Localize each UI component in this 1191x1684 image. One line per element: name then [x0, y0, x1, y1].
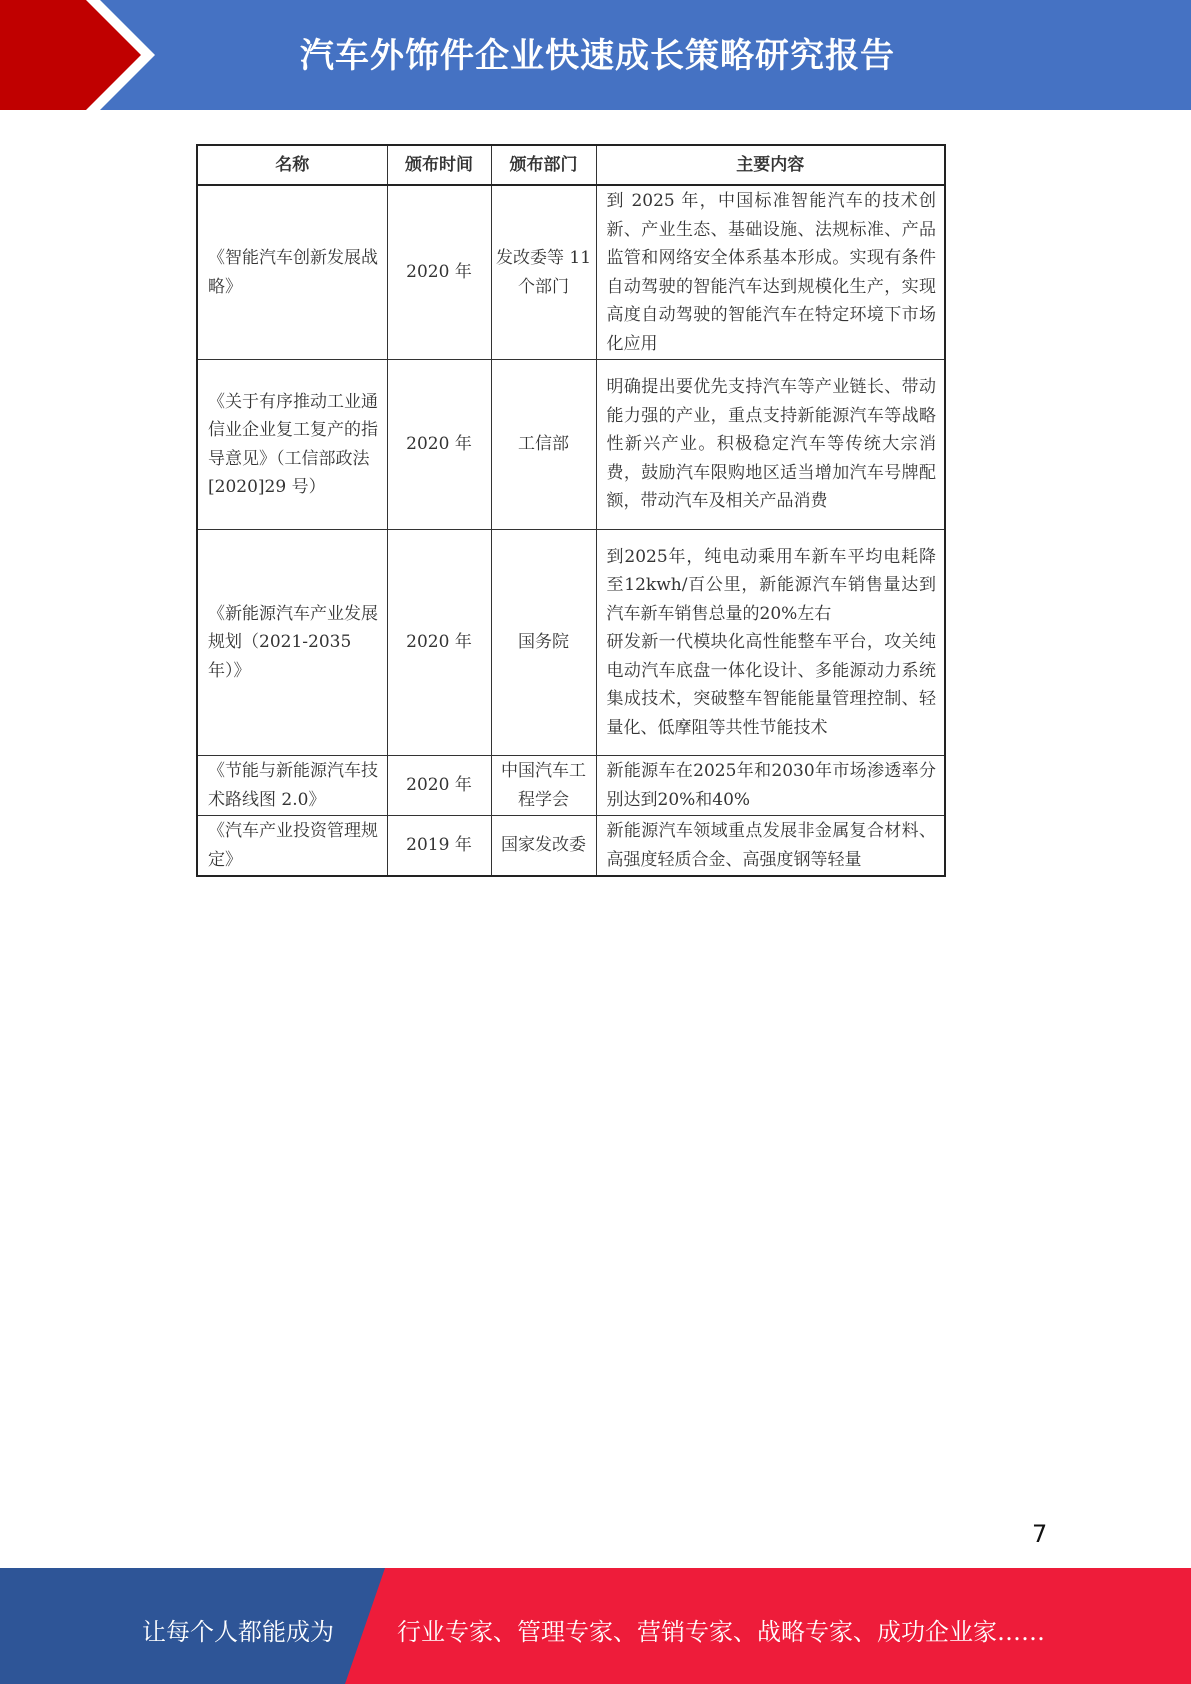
policy-name: 《新能源汽车产业发展规划（2021-2035 年）》: [197, 530, 387, 756]
column-header-time: 颁布时间: [387, 145, 491, 185]
column-header-dept: 颁布部门: [491, 145, 596, 185]
policy-content: 明确提出要优先支持汽车等产业链长、带动能力强的产业，重点支持新能源汽车等战略性新兴产业。积极稳定汽车等传统大宗消费，鼓励汽车限购地区适当增加汽车号牌配额，带动汽车及相关产品消费: [596, 360, 945, 530]
policy-table: [196, 144, 946, 877]
policy-content: [596, 530, 945, 756]
chevron-arrow-icon: [0, 0, 160, 110]
policy-name: 《关于有序推动工业通信业企业复工复产的指导意见》（工信部政法[2020]29 号）: [197, 360, 387, 530]
policy-time: 2020 年: [387, 530, 491, 756]
policy-dept: 国务院: [491, 530, 596, 756]
policy-dept: 工信部: [491, 360, 596, 530]
policy-content: 新能源车在2025年和2030年市场渗透率分别达到20%和40%: [596, 756, 945, 816]
table-row: [197, 530, 945, 756]
policy-dept: 国家发改委: [491, 816, 596, 877]
table-row: [197, 360, 945, 530]
policy-name: 《节能与新能源汽车技术路线图 2.0》: [197, 756, 387, 816]
policy-time: 2020 年: [387, 360, 491, 530]
policy-content-part-2: 研发新一代模块化高性能整车平台，攻关纯电动汽车底盘一体化设计、多能源动力系统集成技术，突破整车智能能量管理控制、轻量化、低摩阻等共性节能技术: [606, 632, 936, 738]
report-footer: [0, 1568, 1191, 1684]
policy-time: 2019 年: [387, 816, 491, 877]
policy-dept: 发改委等 11 个部门: [491, 185, 596, 360]
policy-time: 2020 年: [387, 185, 491, 360]
column-header-name: 名称: [197, 145, 387, 185]
footer-slogan-left: 让每个人都能成为: [142, 1618, 334, 1646]
page-number: 7: [1032, 1520, 1048, 1548]
report-title: 汽车外饰件企业快速成长策略研究报告: [300, 36, 895, 76]
table-row: [197, 185, 945, 360]
table-row: [197, 756, 945, 816]
policy-name: 《智能汽车创新发展战略》: [197, 185, 387, 360]
policy-content: 到 2025 年，中国标准智能汽车的技术创新、产业生态、基础设施、法规标准、产品监管和网络安全体系基本形成。实现有条件自动驾驶的智能汽车达到规模化生产，实现高度自动驾驶的智能汽车在特定环境下市场化应用: [596, 185, 945, 360]
table-header-row: [197, 145, 945, 185]
policy-name: 《汽车产业投资管理规定》: [197, 816, 387, 877]
policy-content: 新能源汽车领域重点发展非金属复合材料、高强度轻质合金、高强度钢等轻量: [596, 816, 945, 877]
policy-time: 2020 年: [387, 756, 491, 816]
policy-content-part-1: 到2025年，纯电动乘用车新车平均电耗降至12kwh/百公里，新能源汽车销售量达到汽车新车销售总量的20%左右: [606, 546, 936, 624]
footer-slogan-right: 行业专家、管理专家、营销专家、战略专家、成功企业家……: [397, 1618, 1045, 1646]
table-row: [197, 816, 945, 877]
report-header: [0, 0, 1191, 110]
column-header-content: 主要内容: [596, 145, 945, 185]
policy-dept: 中国汽车工程学会: [491, 756, 596, 816]
